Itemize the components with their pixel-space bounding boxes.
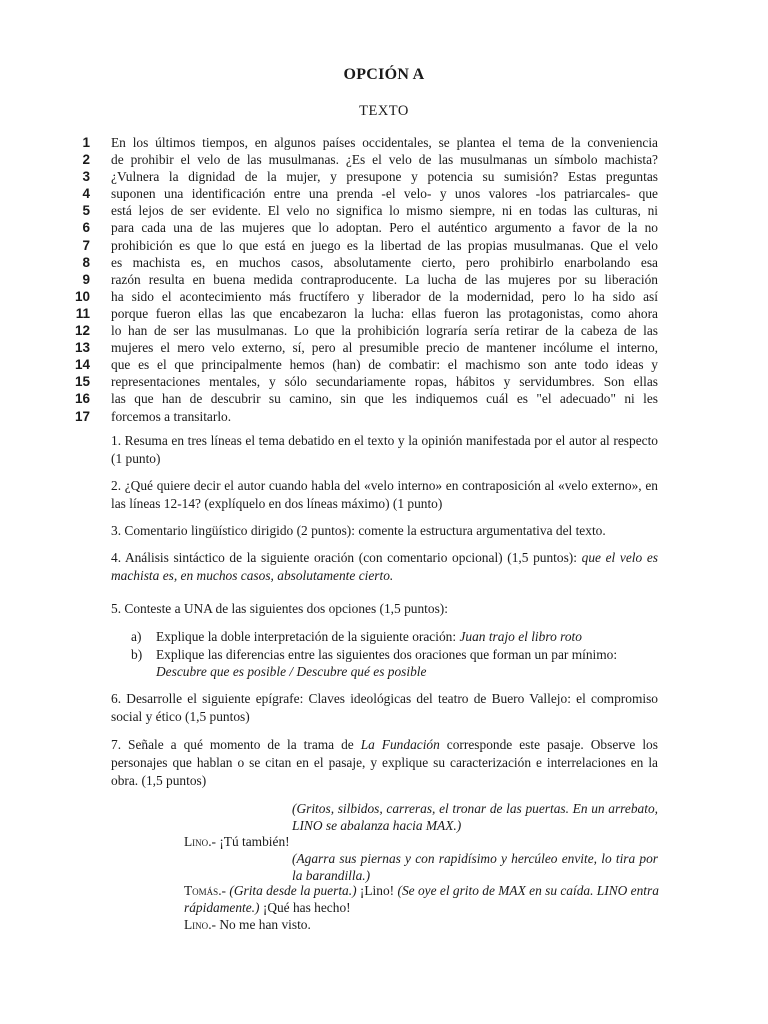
question-5: 5. Conteste a UNA de las siguientes dos opciones (1,5 puntos): <box>111 601 448 616</box>
option-a-text: Explique la doble interpretación de la siguiente oración: <box>156 629 457 644</box>
section-subtitle: TEXTO <box>359 103 409 119</box>
option-a <box>131 628 661 646</box>
text-line: representaciones mentales, y sólo secundariamente ropas, hábitos y servidumbres. Son ellas <box>111 374 658 390</box>
dialogue-lino-2 <box>184 916 660 933</box>
line-number: 17 <box>74 408 90 424</box>
question-7-after: corresponde este pasaje. Observe los personajes que hablan o se citan en el pasaje, y explique su caracterización e interrelaciones en la obra. (1,5 puntos) <box>111 737 658 788</box>
question-5-options <box>131 628 661 681</box>
option-a-label: a) <box>131 629 142 644</box>
option-b-text: Explique las diferencias entre las siguientes dos oraciones que forman un par mínimo: <box>156 646 618 662</box>
speaker-name: Tomás <box>184 883 219 898</box>
text-line: las que han de descubrir su camino, sin que les indiquemos cuál es "el adecuado" ni les <box>111 391 658 407</box>
text-line: es machista es, en muchos casos, absolutamente cierto, pero prohibirlo enarbolando esa <box>111 254 658 270</box>
option-b <box>131 646 661 681</box>
option-b-label: b) <box>131 646 143 662</box>
stage-direction-inline: (Grita desde la puerta.) <box>229 883 357 898</box>
text-line: que es el que principalmente hemos (han) de combatir: el machismo son ante todo ideas y <box>111 357 658 373</box>
line-number: 13 <box>74 340 90 356</box>
question-2: 2. ¿Qué quiere decir el autor cuando habla del «velo interno» en contraposición al «velo externo», en las líneas 12-14? (explíquelo en dos líneas máximo) (1 punto) <box>111 478 658 511</box>
stage-direction-inline: (Se oye el grito de MAX en su caída. LINO entra rápidamente.) <box>184 883 659 915</box>
line-number: 1 <box>82 135 90 150</box>
dialogue-separator: .- <box>218 883 226 898</box>
question-3: 3. Comentario lingüístico dirigido (2 puntos): comente la estructura argumentativa del texto. <box>111 523 606 538</box>
text-line: ha sido el acontecimiento más fructífero y liberador de la modernidad, pero lo ha sido así <box>111 288 658 304</box>
line-number: 2 <box>82 152 90 168</box>
line-number: 5 <box>82 203 90 219</box>
text-line: prohibición es que lo que está en juego es la libertad de las propias musulmanas. Que el velo <box>111 237 658 253</box>
question-1: 1. Resuma en tres líneas el tema debatido en el texto y la opinión manifestada por el autor al respecto (1 punto) <box>111 433 658 466</box>
line-number: 16 <box>74 391 90 407</box>
line-number: 14 <box>74 357 90 373</box>
dialogue-text: .- No me han visto. <box>208 917 311 932</box>
line-numbers <box>60 134 90 425</box>
dialogue-text: ¡Lino! <box>359 883 395 898</box>
line-number: 10 <box>74 288 90 304</box>
question-4-text: 4. Análisis sintáctico de la siguiente oración (con comentario opcional) (1,5 puntos): <box>111 550 577 565</box>
line-number: 15 <box>74 374 90 390</box>
page-title: OPCIÓN A <box>343 66 425 83</box>
speaker-name: Lino <box>184 834 209 849</box>
speaker-name: Lino <box>184 917 209 932</box>
dialogue-text: ¡Qué has hecho! <box>262 900 351 915</box>
line-number: 11 <box>75 305 90 321</box>
text-line: ¿Vulnera la dignidad de la mujer, y presupone y potencia su sumisión? Estas preguntas <box>111 169 658 185</box>
line-number: 9 <box>82 271 90 287</box>
text-line: forcemos a transitarlo. <box>111 408 232 424</box>
dialogue-text: .- ¡Tú también! <box>208 834 290 849</box>
text-line: está lejos de ser evidente. El velo no significa lo mismo siempre, ni en todas las culturas, ni <box>111 203 658 219</box>
line-number: 4 <box>82 186 90 202</box>
option-a-example: Juan trajo el libro roto <box>459 629 582 644</box>
text-line: suponen una identificación entre una prenda -el velo- y unos valores -los patriarcales- que <box>111 186 658 202</box>
text-passage <box>111 134 658 425</box>
text-line: mujeres el mero velo externo, sí, pero al presumible precio de mantener incólume el interno, <box>111 340 658 356</box>
text-line: razón resulta en buena medida contraproducente. La lucha de las mujeres por su liberación <box>111 271 658 287</box>
option-b-example: Descubre que es posible / Descubre qué es posible <box>156 664 427 679</box>
question-4 <box>111 549 658 585</box>
text-line: para cada una de las mujeres que lo adoptan. Pero el auténtico argumento a favor de la no <box>111 220 658 236</box>
text-line: de prohibir el velo de las musulmanas. ¿Es el velo de las musulmanas un símbolo machista? <box>111 152 658 168</box>
line-number: 6 <box>82 220 90 236</box>
line-number: 7 <box>82 237 90 253</box>
line-number: 3 <box>82 169 90 185</box>
question-7-work: La Fundación <box>360 737 440 752</box>
dialogue-lino-1 <box>184 833 660 850</box>
question-6: 6. Desarrolle el siguiente epígrafe: Claves ideológicas del teatro de Buero Vallejo: el compromiso social y ético (1,5 puntos) <box>111 691 658 724</box>
text-line: En los últimos tiempos, en algunos países occidentales, se plantea el tema de la conveniencia <box>111 135 658 150</box>
dialogue-tomas <box>184 882 660 916</box>
line-number: 8 <box>82 254 90 270</box>
question-7 <box>111 736 658 790</box>
text-line: porque fueron ellas las que encabezaron la lucha: ellas fueron las protagonistas, como ahora <box>111 305 658 321</box>
stage-direction-1: (Gritos, silbidos, carreras, el tronar de las puertas. En un arrebato, LINO se abalanza hacia MAX.) <box>292 801 658 833</box>
question-4-sentence: que el velo es machista es, en muchos casos, absolutamente cierto. <box>111 550 658 583</box>
line-number: 12 <box>74 323 90 339</box>
question-7-before: 7. Señale a qué momento de la trama de <box>111 737 354 752</box>
stage-direction-2: (Agarra sus piernas y con rapidísimo y hercúleo envite, lo tira por la barandilla.) <box>292 851 658 883</box>
text-line: lo han de ser las musulmanas. Lo que la prohibición lograría sería retirar de la cabeza de las <box>111 323 658 339</box>
